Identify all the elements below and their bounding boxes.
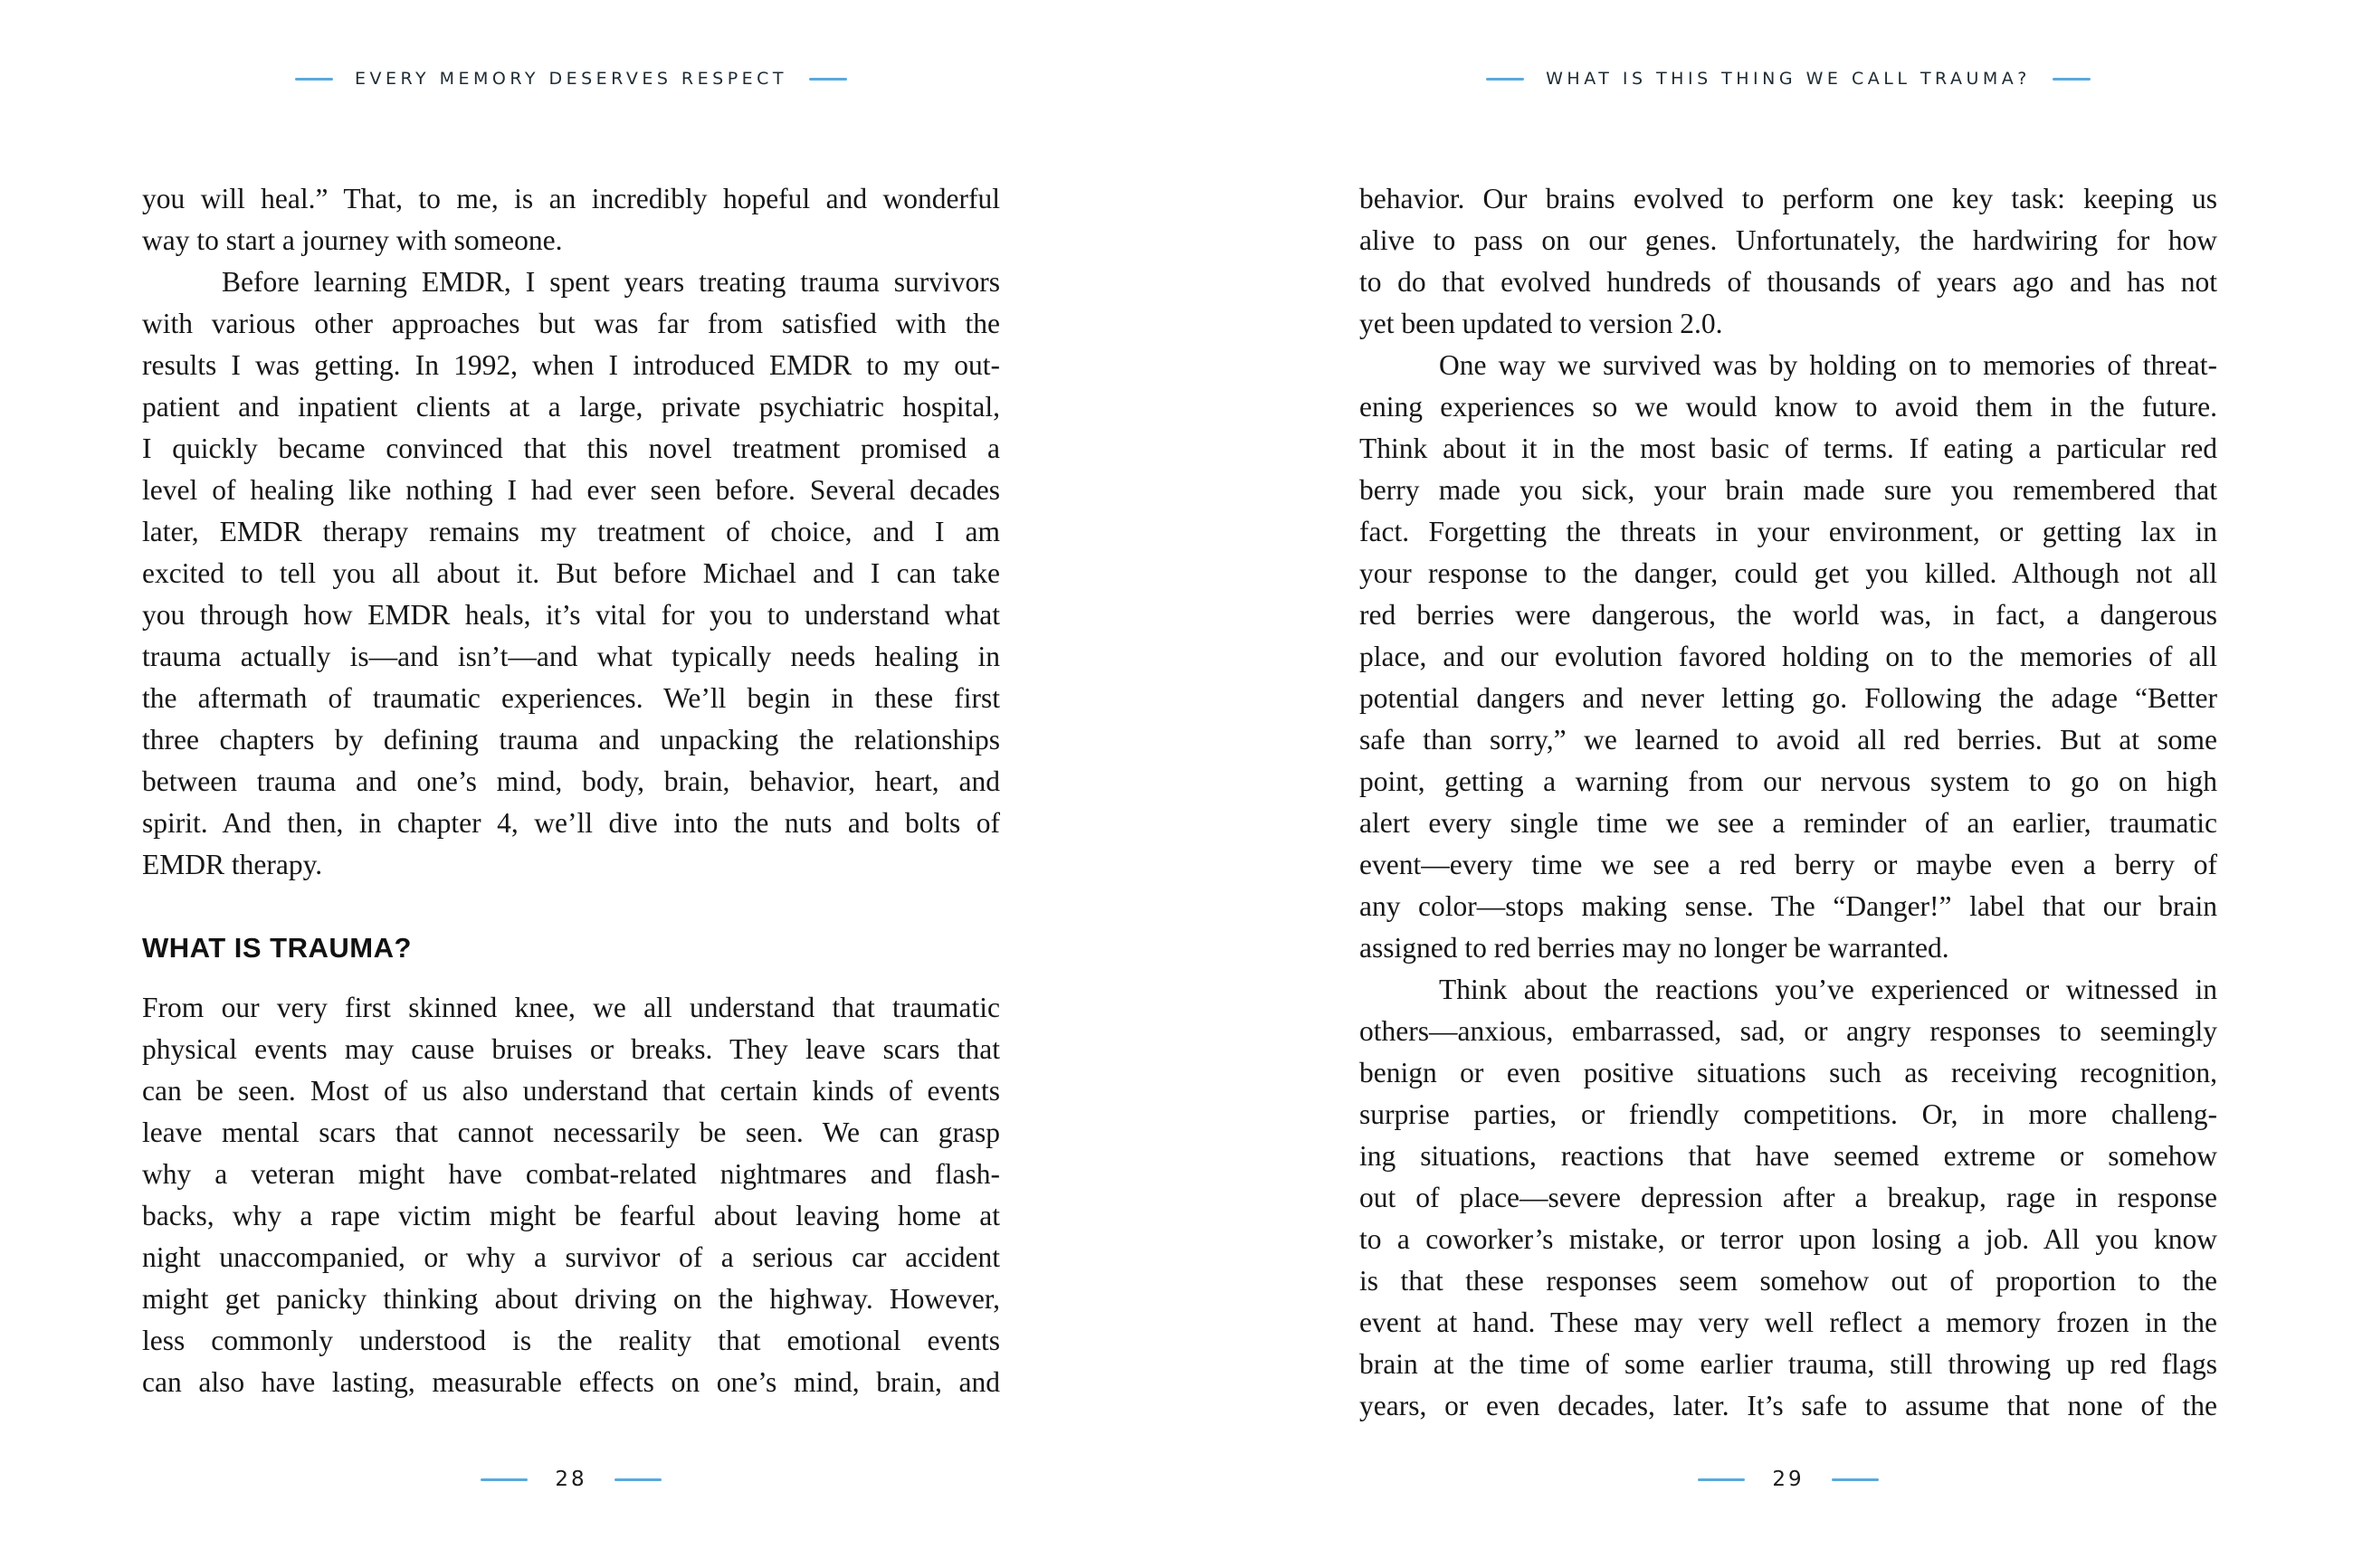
text-line: out of place—severe depression after a breakup, rage in response xyxy=(1359,1182,2217,1213)
text-line: results I was getting. In 1992, when I introduced EMDR to my out- xyxy=(142,349,1000,381)
page-body-left xyxy=(142,178,1000,1403)
text-line: alive to pass on our genes. Unfortunately, the hardwiring for how xyxy=(1359,224,2217,256)
header-rule-icon xyxy=(1486,78,1524,81)
text-line: any color—stops making sense. The “Danger!” label that our brain xyxy=(1359,890,2217,922)
text-line: your response to the danger, could get you killed. Although not all xyxy=(1359,557,2217,589)
paragraph xyxy=(1359,969,2217,1427)
text-line: can also have lasting, measurable effects on one’s mind, brain, and xyxy=(142,1366,1000,1398)
folio-rule-icon xyxy=(614,1478,662,1481)
header-rule-icon xyxy=(809,78,847,81)
text-line: alert every single time we see a reminder of an earlier, traumatic xyxy=(1359,807,2217,839)
page-number-left: 28 xyxy=(555,1468,587,1491)
paragraph xyxy=(142,178,1000,261)
text-line: physical events may cause bruises or breaks. They leave scars that xyxy=(142,1033,1000,1065)
paragraph xyxy=(142,261,1000,886)
text-line: Think about it in the most basic of terms. If eating a particular red xyxy=(1359,432,2217,464)
text-line: Before learning EMDR, I spent years treating trauma survivors xyxy=(222,266,1000,298)
header-rule-icon xyxy=(295,78,333,81)
text-line: you through how EMDR heals, it’s vital for you to understand what xyxy=(142,599,1000,631)
text-line: patient and inpatient clients at a large, private psychiatric hospital, xyxy=(142,391,1000,423)
text-line: years, or even decades, later. It’s safe to assume that none of the xyxy=(1359,1390,2217,1421)
text-line: behavior. Our brains evolved to perform one key task: keeping us xyxy=(1359,183,2217,214)
text-line: excited to tell you all about it. But before Michael and I can take xyxy=(142,557,1000,589)
text-line: brain at the time of some earlier trauma, still throwing up red flags xyxy=(1359,1348,2217,1380)
text-line: less commonly understood is the reality that emotional events xyxy=(142,1325,1000,1356)
text-line: benign or even positive situations such as receiving recognition, xyxy=(1359,1057,2217,1088)
text-line: others—anxious, embarrassed, sad, or angry responses to seemingly xyxy=(1359,1015,2217,1047)
running-header-right xyxy=(1359,69,2217,89)
section-heading: WHAT IS TRAUMA? xyxy=(142,932,412,964)
text-line: can be seen. Most of us also understand that certain kinds of events xyxy=(142,1075,1000,1107)
text-line: three chapters by defining trauma and unpacking the relationships xyxy=(142,724,1000,755)
text-line: berry made you sick, your brain made sure you remembered that xyxy=(1359,474,2217,506)
text-line: night unaccompanied, or why a survivor of a serious car accident xyxy=(142,1241,1000,1273)
text-line: spirit. And then, in chapter 4, we’ll dive into the nuts and bolts of xyxy=(142,807,1000,839)
text-line: ing situations, reactions that have seemed extreme or somehow xyxy=(1359,1140,2217,1172)
text-line: potential dangers and never letting go. Following the adage “Better xyxy=(1359,682,2217,714)
text-line: is that these responses seem somehow out of proportion to the xyxy=(1359,1265,2217,1297)
text-line: assigned to red berries may no longer be warranted. xyxy=(1359,932,1949,964)
text-line: surprise parties, or friendly competitions. Or, in more challeng- xyxy=(1359,1098,2217,1130)
page-folio-right xyxy=(1359,1468,2217,1491)
running-header-left-text: EVERY MEMORY DESERVES RESPECT xyxy=(354,69,788,89)
page-folio-left xyxy=(142,1468,1000,1491)
text-line: Think about the reactions you’ve experienced or witnessed in xyxy=(1439,974,2217,1005)
text-line: between trauma and one’s mind, body, brain, behavior, heart, and xyxy=(142,765,1000,797)
folio-rule-icon xyxy=(1832,1478,1879,1481)
text-line: way to start a journey with someone. xyxy=(142,224,563,256)
paragraph xyxy=(1359,345,2217,969)
page-right xyxy=(1359,0,2217,1568)
text-line: later, EMDR therapy remains my treatment of choice, and I am xyxy=(142,516,1000,547)
folio-rule-icon xyxy=(1698,1478,1745,1481)
text-line: to a coworker’s mistake, or terror upon losing a job. All you know xyxy=(1359,1223,2217,1255)
text-line: I quickly became convinced that this novel treatment promised a xyxy=(142,432,1000,464)
text-line: leave mental scars that cannot necessarily be seen. We can grasp xyxy=(142,1117,1000,1148)
text-line: level of healing like nothing I had ever seen before. Several decades xyxy=(142,474,1000,506)
folio-rule-icon xyxy=(481,1478,528,1481)
running-header-right-text: WHAT IS THIS THING WE CALL TRAUMA? xyxy=(1546,69,2031,89)
paragraph xyxy=(1359,178,2217,345)
text-line: why a veteran might have combat-related nightmares and flash- xyxy=(142,1158,1000,1190)
paragraph xyxy=(142,987,1000,1403)
text-line: red berries were dangerous, the world was, in fact, a dangerous xyxy=(1359,599,2217,631)
text-line: EMDR therapy. xyxy=(142,849,323,880)
header-rule-icon xyxy=(2053,78,2091,81)
text-line: might get panicky thinking about driving on the highway. However, xyxy=(142,1283,1000,1315)
text-line: One way we survived was by holding on to memories of threat- xyxy=(1439,349,2217,381)
text-line: event—every time we see a red berry or maybe even a berry of xyxy=(1359,849,2217,880)
text-line: ening experiences so we would know to avoid them in the future. xyxy=(1359,391,2217,423)
text-line: backs, why a rape victim might be fearful about leaving home at xyxy=(142,1200,1000,1231)
text-line: event at hand. These may very well reflect a memory frozen in the xyxy=(1359,1307,2217,1338)
text-line: fact. Forgetting the threats in your environment, or getting lax in xyxy=(1359,516,2217,547)
page-body-right xyxy=(1359,178,2217,1427)
text-line: the aftermath of traumatic experiences. We’ll begin in these first xyxy=(142,682,1000,714)
running-header-left xyxy=(142,69,1000,89)
text-line: point, getting a warning from our nervous system to go on high xyxy=(1359,765,2217,797)
text-line: yet been updated to version 2.0. xyxy=(1359,308,1723,339)
text-line: safe than sorry,” we learned to avoid all red berries. But at some xyxy=(1359,724,2217,755)
page-left xyxy=(142,0,1000,1568)
text-line: trauma actually is—and isn’t—and what typically needs healing in xyxy=(142,641,1000,672)
text-line: with various other approaches but was far from satisfied with the xyxy=(142,308,1000,339)
text-line: you will heal.” That, to me, is an incredibly hopeful and wonderful xyxy=(142,183,1000,214)
text-line: to do that evolved hundreds of thousands of years ago and has not xyxy=(1359,266,2217,298)
text-line: place, and our evolution favored holding on to the memories of all xyxy=(1359,641,2217,672)
text-line: From our very first skinned knee, we all understand that traumatic xyxy=(142,992,1000,1023)
page-number-right: 29 xyxy=(1772,1468,1805,1491)
